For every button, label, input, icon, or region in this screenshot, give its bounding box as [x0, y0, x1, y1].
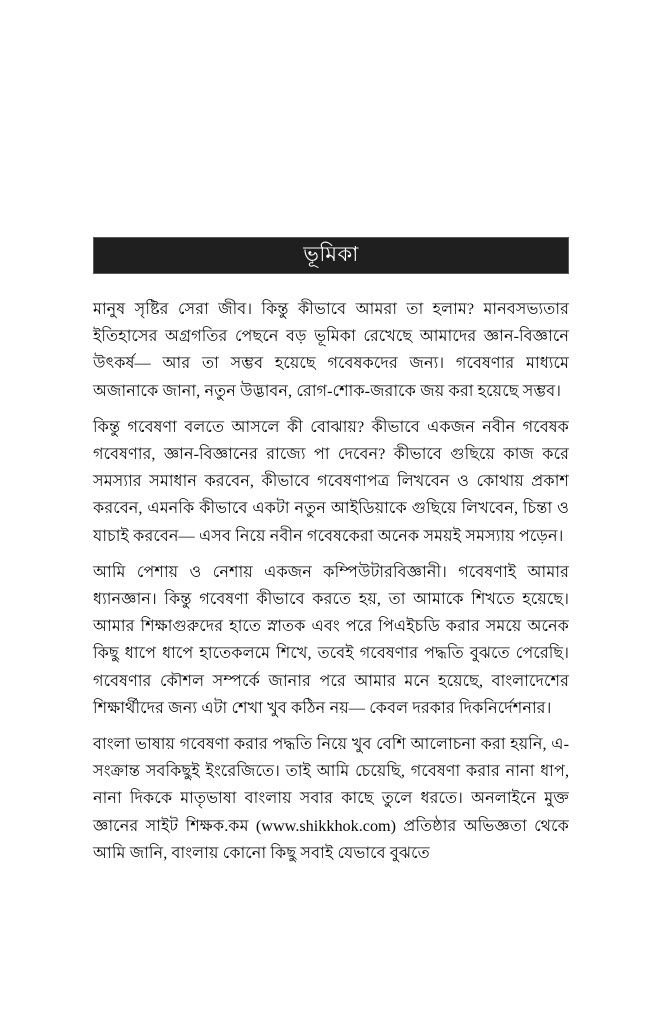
paragraph-4: বাংলা ভাষায় গবেষণা করার পদ্ধতি নিয়ে খুব বেশি আলোচনা করা হয়নি, এ-সংক্রান্ত সবকিছুই ইংরেজিতে। তাই আমি চেয়েছি, গবেষণা করার নানা ধাপ, নানা দিককে মাতৃভাষা বাংলায় সবার কাছে তুলে ধরতে। অনলাইনে মুক্ত জ্ঞানের সাইট শিক্ষক.কম (www.shikkhok.com) প্রতিষ্ঠার অভিজ্ঞতা থেকে আমি জানি, বাংলায় কোনো কিছু সবাই যেভাবে বুঝতে — [93, 735, 569, 862]
paragraph-1: মানুষ সৃষ্টির সেরা জীব। কিন্তু কীভাবে আমরা তা হলাম? মানবসভ্যতার ইতিহাসের অগ্রগতির পেছনে বড় ভূমিকা রেখেছে আমাদের জ্ঞান-বিজ্ঞানে উৎকর্ষ— আর তা সম্ভব হয়েছে গবেষকদের জন্য। গবেষণার মাধ্যমে অজানাকে জানা, নতুন উদ্ভাবন, রোগ-শোক-জরাকে জয় করা হয়েছে সম্ভব। — [93, 300, 569, 400]
page-content — [93, 237, 569, 867]
paragraph-3: আমি পেশায় ও নেশায় একজন কম্পিউটারবিজ্ঞানী। গবেষণাই আমার ধ্যানজ্ঞান। কিন্তু গবেষণা কীভাবে করতে হয়, তা আমাকে শিখতে হয়েছে। আমার শিক্ষাগুরুদের হাতে স্নাতক এবং পরে পিএইচডি করার সময়ে অনেক কিছু ধাপে ধাপে হাতেকলমে শিখে, তবেই গবেষণার পদ্ধতি বুঝতে পেরেছি। গবেষণার কৌশল সম্পর্কে জানার পরে আমার মনে হয়েছে, বাংলাদেশের শিক্ষার্থীদের জন্য এটা শেখা খুব কঠিন নয়— কেবল দরকার দিকনির্দেশনার। — [93, 562, 569, 717]
chapter-title-banner — [93, 237, 569, 274]
paragraph-2: কিন্তু গবেষণা বলতে আসলে কী বোঝায়? কীভাবে একজন নবীন গবেষক গবেষণার, জ্ঞান-বিজ্ঞানের রাজ্যে পা দেবেন? কীভাবে গুছিয়ে কাজ করে সমস্যার সমাধান করবেন, কীভাবে গবেষণাপত্র লিখবেন ও কোথায় প্রকাশ করবেন, এমনকি কীভাবে একটা নতুন আইডিয়াকে গুছিয়ে লিখবেন, চিন্তা ও যাচাই করবেন— এসব নিয়ে নবীন গবেষকেরা অনেক সময়ই সমস্যায় পড়েন। — [93, 417, 569, 545]
page-title: ভূমিকা — [303, 242, 359, 266]
